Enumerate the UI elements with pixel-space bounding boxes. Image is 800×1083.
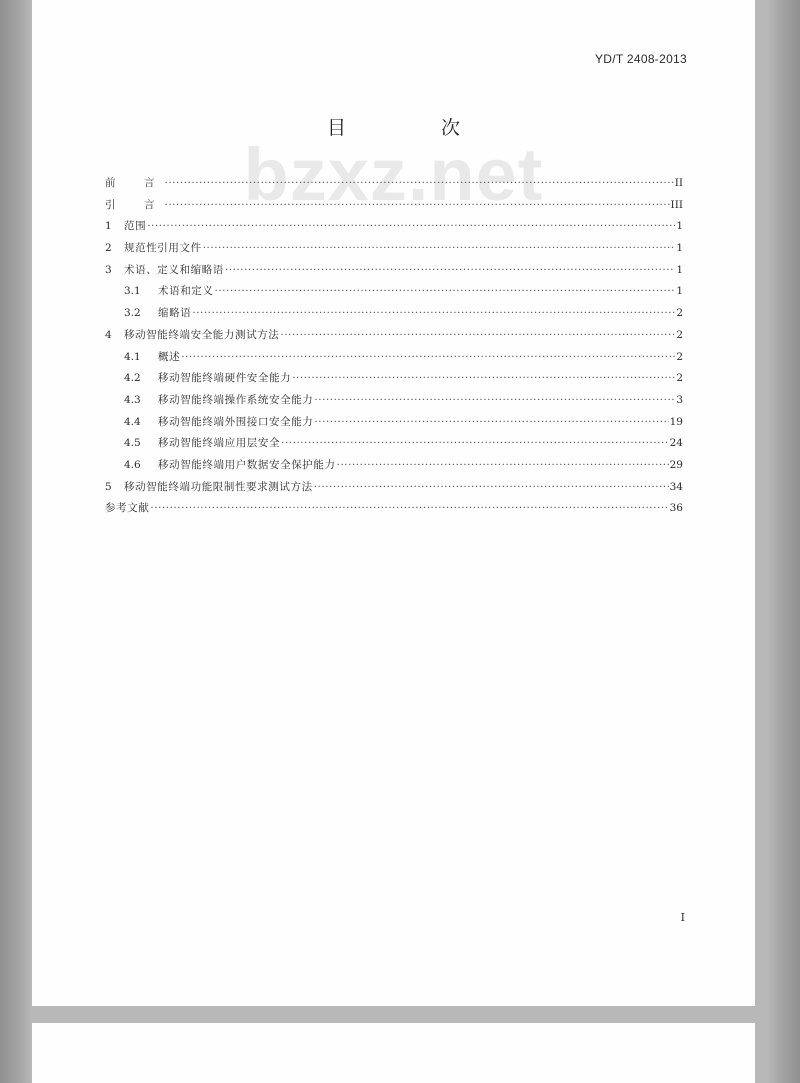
toc-entry-page: 36: [669, 502, 683, 515]
toc-entry-label: 移动智能终端硬件安全能力: [158, 372, 292, 385]
toc-leader-dots: [203, 242, 676, 254]
toc-entry-label: 引 言: [105, 198, 164, 211]
toc-entry-page: 29: [669, 458, 683, 471]
toc-entry-label: 移动智能终端用户数据安全保护能力: [158, 458, 336, 471]
page-number: I: [680, 911, 685, 924]
toc-entry-page: III: [670, 198, 683, 211]
toc-leader-dots: [280, 329, 675, 341]
toc-entry-page: 1: [676, 285, 683, 298]
toc-entry-label: 缩略语: [158, 307, 192, 320]
toc-entry[interactable]: [105, 305, 683, 327]
toc-entry[interactable]: [105, 197, 683, 219]
toc-entry-label: 移动智能终端安全能力测试方法: [124, 328, 280, 341]
toc-entry-number: 1: [105, 220, 112, 233]
toc-entry-number: 4.5: [124, 437, 141, 450]
toc-entry-page: 2: [676, 307, 683, 320]
toc-leader-dots: [314, 481, 669, 493]
toc-entry-label: 前 言: [105, 177, 164, 189]
toc-entry-number: 3.2: [124, 307, 141, 320]
toc-leader-dots: [314, 416, 668, 428]
toc-entry[interactable]: [105, 262, 683, 284]
toc-entry[interactable]: [105, 175, 683, 197]
toc-entry-label: 概述: [158, 350, 181, 363]
toc-leader-dots: [165, 199, 670, 211]
toc-entry-page: 2: [676, 350, 683, 363]
toc-entry-label: 术语和定义: [158, 285, 214, 298]
toc-entry-page: 19: [669, 415, 683, 428]
toc-entry[interactable]: [105, 349, 683, 371]
toc-entry-page: II: [674, 177, 683, 189]
toc-entry[interactable]: [105, 414, 683, 436]
toc-entry-number: 5: [105, 480, 112, 493]
toc-entry[interactable]: [105, 283, 683, 305]
toc-entry-label: 规范性引用文件: [124, 242, 202, 255]
toc-entry-number: 4: [105, 328, 112, 341]
toc-entry-label: 移动智能终端操作系统安全能力: [158, 393, 314, 406]
toc-leader-dots: [225, 264, 675, 276]
toc-entry-label: 范围: [124, 220, 147, 233]
toc-title: 目 次: [326, 117, 498, 139]
toc-entry-number: 4.4: [124, 415, 141, 428]
watermark: bzxz.net: [243, 133, 544, 216]
toc-entry-number: 4.2: [124, 372, 141, 385]
document-page: [32, 0, 755, 1006]
toc-leader-dots: [192, 307, 675, 319]
toc-entry[interactable]: [105, 240, 683, 262]
toc-leader-dots: [181, 351, 675, 363]
toc-entry-page: 3: [676, 393, 683, 406]
toc-entry-label: 移动智能终端功能限制性要求测试方法: [124, 480, 313, 493]
toc-entry-number: 2: [105, 242, 112, 255]
toc-entry[interactable]: [105, 327, 683, 349]
toc-entry[interactable]: [105, 500, 683, 522]
toc-leader-dots: [314, 394, 675, 406]
toc-entry[interactable]: [105, 435, 683, 457]
toc-entry-number: 4.3: [124, 393, 141, 406]
toc-entry[interactable]: [105, 392, 683, 414]
toc-entry-page: 2: [676, 372, 683, 385]
document-code: YD/T 2408-2013: [594, 52, 687, 66]
toc-entry-page: 1: [676, 220, 683, 233]
toc-leader-dots: [281, 437, 669, 449]
toc-entry-label: 术语、定义和缩略语: [124, 263, 224, 276]
toc-leader-dots: [147, 220, 675, 232]
toc-entry-page: 34: [669, 480, 683, 493]
toc-entry-number: 4.6: [124, 458, 141, 471]
toc-entry-page: 2: [676, 328, 683, 341]
toc-leader-dots: [165, 177, 674, 189]
toc-entry[interactable]: [105, 457, 683, 479]
toc-entry-page: 1: [676, 263, 683, 276]
toc-leader-dots: [292, 372, 675, 384]
table-of-contents: [105, 175, 683, 522]
toc-entry-label: 参考文献: [105, 502, 150, 515]
toc-entry[interactable]: [105, 370, 683, 392]
toc-entry-number: 3.1: [124, 285, 141, 298]
toc-leader-dots: [150, 502, 668, 514]
toc-entry-page: 1: [676, 242, 683, 255]
toc-entry[interactable]: [105, 479, 683, 501]
toc-leader-dots: [215, 285, 676, 297]
toc-entry-label: 移动智能终端外围接口安全能力: [158, 415, 314, 428]
toc-entry-number: 4.1: [124, 350, 141, 363]
toc-entry[interactable]: [105, 218, 683, 240]
toc-leader-dots: [337, 459, 669, 471]
toc-entry-label: 移动智能终端应用层安全: [158, 437, 281, 450]
toc-entry-page: 24: [669, 437, 683, 450]
toc-entry-number: 3: [105, 263, 112, 276]
next-page: [32, 1023, 755, 1083]
